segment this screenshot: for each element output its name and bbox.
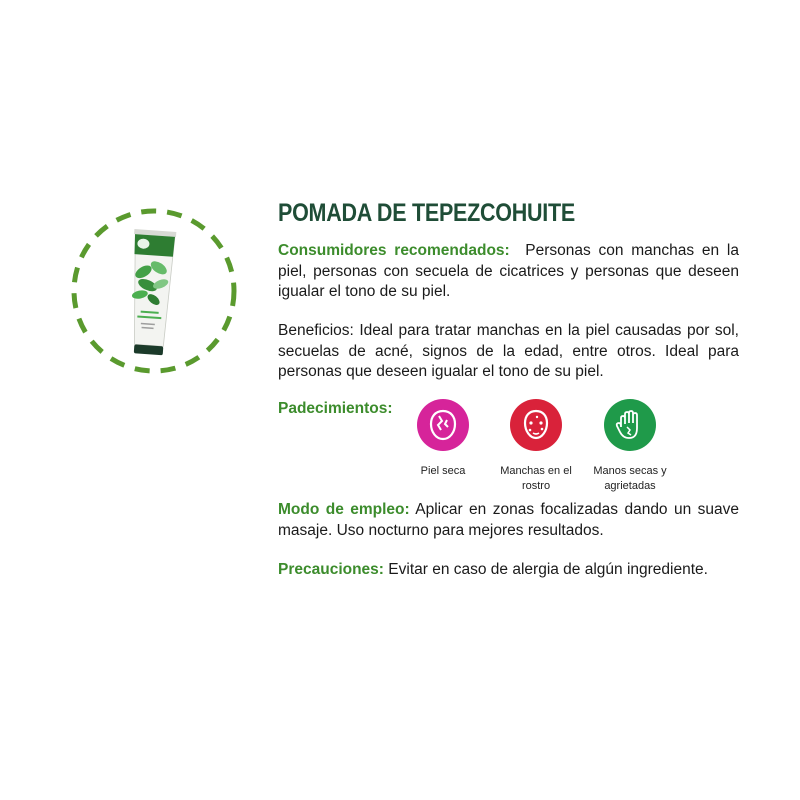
consumers-text: Personas con manchas en la piel, personas con secuela de cicatrices y personas que deseen igualar el tono de su piel.: [278, 242, 739, 300]
benefits-section: [278, 321, 739, 383]
benefits-text: Beneficios: Ideal para tratar manchas en la piel causadas por sol, secuelas de acné, signos de la edad, entre otros. Ideal para personas que deseen igualar el tono de su piel.: [278, 322, 739, 380]
ointment-tube-image: [68, 205, 240, 377]
dry-skin-face-icon: [417, 399, 469, 451]
condition-caption: Piel seca: [420, 465, 466, 477]
precautions-section: [278, 560, 739, 581]
usage-text: Aplicar en zonas focalizadas dando un suave masaje. Uso nocturno para mejores resultados.: [278, 501, 739, 539]
usage-section: [278, 500, 739, 541]
condition-face-spots: [486, 399, 586, 494]
product-image: [68, 205, 240, 377]
consumers-label: Consumidores recomendados:: [278, 242, 510, 259]
precautions-text: Evitar en caso de alergia de algún ingrediente.: [388, 561, 708, 578]
face-spots-icon: [510, 399, 562, 451]
page-title: POMADA DE TEPEZCOHUITE: [278, 199, 575, 227]
consumers-section: [278, 241, 739, 303]
condition-cracked-hands: [580, 399, 680, 494]
condition-caption: Manos secas y agrietadas: [593, 465, 667, 492]
conditions-label: Padecimientos:: [278, 400, 393, 417]
condition-caption: Manchas en el rostro: [500, 465, 572, 492]
condition-dry-skin: [393, 399, 493, 479]
usage-label: Modo de empleo:: [278, 501, 410, 518]
cracked-hand-icon: [604, 399, 656, 451]
precautions-label: Precauciones:: [278, 561, 384, 578]
